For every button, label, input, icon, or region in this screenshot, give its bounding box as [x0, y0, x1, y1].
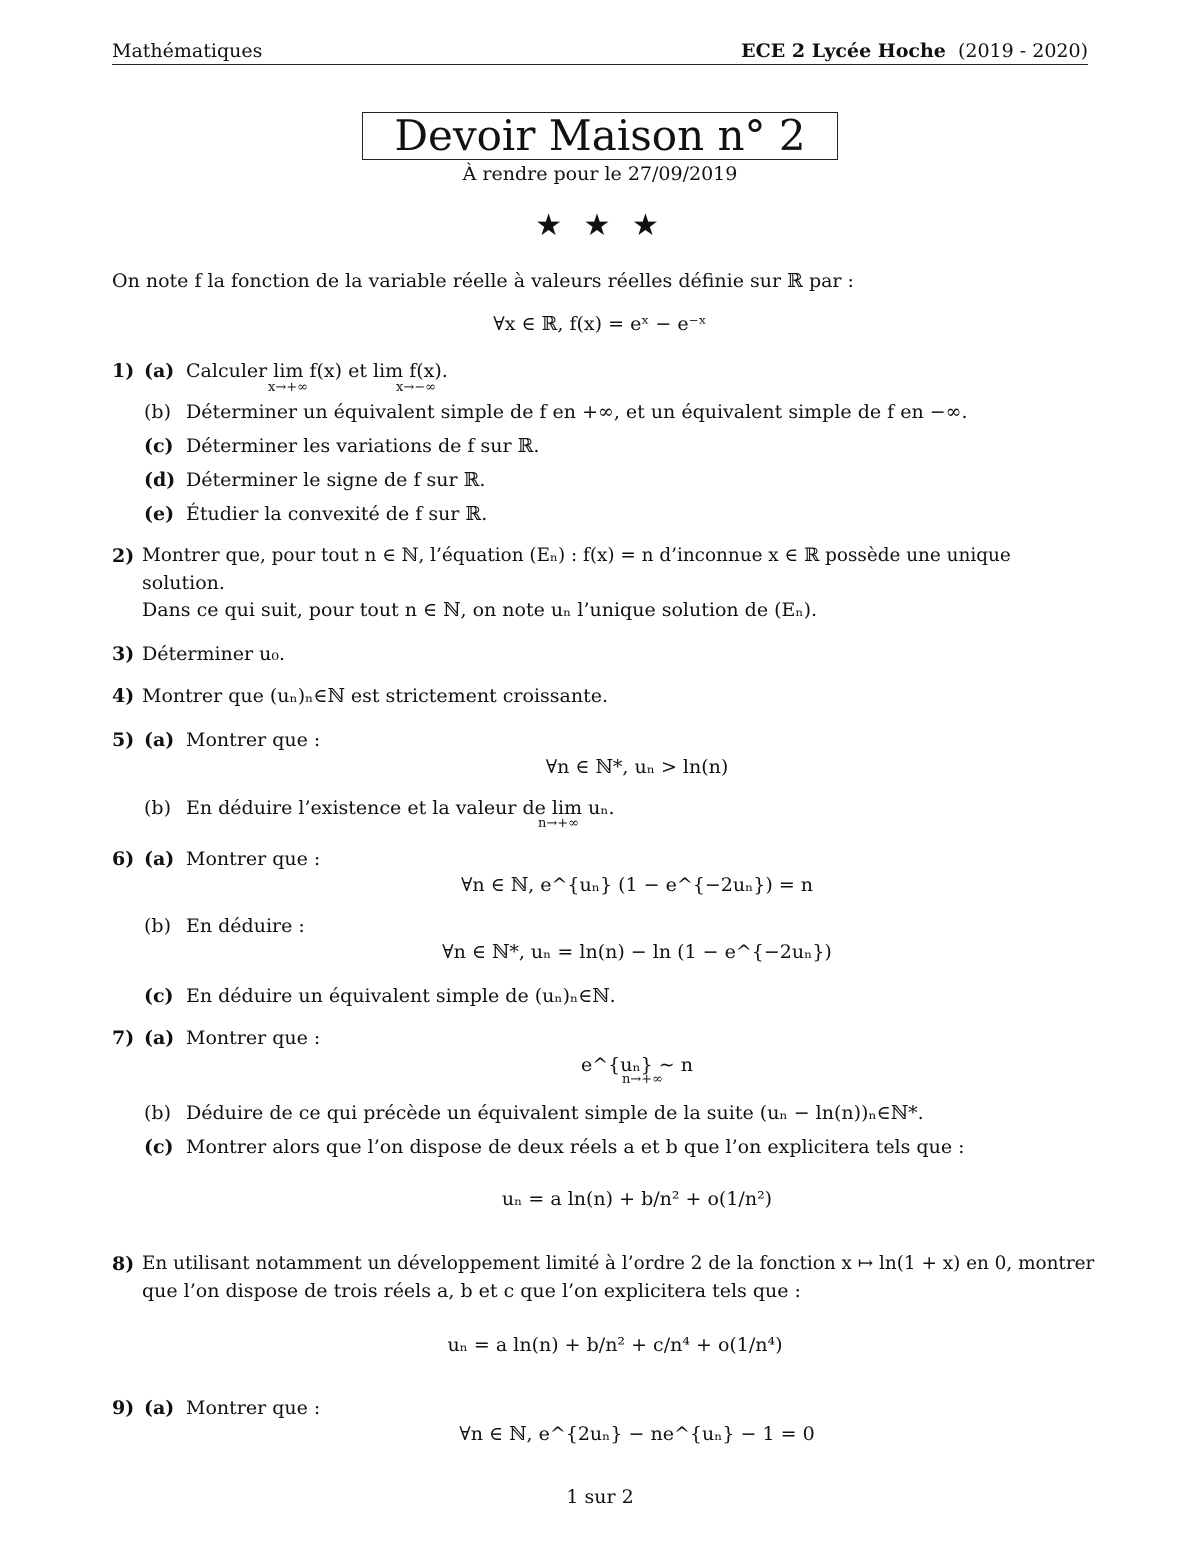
- q6b-formula: ∀n ∈ ℕ*, uₙ = ln(n) − ln (1 − e^{−2uₙ}): [442, 941, 832, 963]
- q6a-formula: ∀n ∈ ℕ, e^{uₙ} (1 − e^{−2uₙ}) = n: [460, 874, 814, 896]
- page-title: Devoir Maison n° 2: [362, 112, 838, 160]
- q7b-label: (b): [144, 1102, 171, 1124]
- q7c-formula: uₙ = a ln(n) + b/n² + o(1/n²): [501, 1188, 773, 1210]
- q7a-label: (a): [144, 1027, 175, 1049]
- q2-line-2: solution.: [142, 572, 225, 594]
- q1a-label: (a): [144, 360, 175, 382]
- question-3-number: 3): [112, 643, 135, 665]
- q5b-text: En déduire l’existence et la valeur de lim uₙ.: [186, 797, 615, 819]
- header-year: (2019 - 2020): [957, 40, 1088, 62]
- q2-line-3: Dans ce qui suit, pour tout n ∈ ℕ, on note uₙ l’unique solution de (Eₙ).: [142, 599, 818, 621]
- q7c-text: Montrer alors que l’on dispose de deux réels a et b que l’on explicitera tels que :: [186, 1136, 965, 1158]
- due-date: À rendre pour le 27/09/2019: [462, 163, 738, 185]
- q1d-text: Déterminer le signe de f sur ℝ.: [186, 469, 486, 491]
- q1b-text: Déterminer un équivalent simple de f en +∞, et un équivalent simple de f en −∞.: [186, 401, 968, 423]
- q1a-limit-under-1: x→+∞: [268, 380, 308, 395]
- question-8-number: 8): [112, 1253, 135, 1275]
- q1a-limit-under-2: x→−∞: [396, 380, 436, 395]
- q9a-formula: ∀n ∈ ℕ, e^{2uₙ} − ne^{uₙ} − 1 = 0: [459, 1423, 815, 1445]
- q8-formula: uₙ = a ln(n) + b/n² + c/n⁴ + o(1/n⁴): [447, 1334, 783, 1356]
- definition-formula: ∀x ∈ ℝ, f(x) = eˣ − e⁻ˣ: [493, 313, 707, 335]
- q5a-label: (a): [144, 729, 175, 751]
- q1d-label: (d): [144, 469, 176, 491]
- question-9-number: 9): [112, 1397, 135, 1419]
- question-1-number: 1): [112, 360, 135, 382]
- q8-line-1: En utilisant notamment un développement limité à l’ordre 2 de la fonction x ↦ ln(1 + x) en 0, montrer: [142, 1253, 1095, 1274]
- question-2-number: 2): [112, 545, 135, 567]
- q8-line-2: que l’on dispose de trois réels a, b et c que l’on explicitera tels que :: [142, 1280, 801, 1302]
- q9a-label: (a): [144, 1397, 175, 1419]
- q6a-text: Montrer que :: [186, 848, 321, 870]
- q1a-text: Calculer lim f(x) et lim f(x).: [186, 360, 448, 382]
- q6a-label: (a): [144, 848, 175, 870]
- question-7-number: 7): [112, 1027, 135, 1049]
- stars-divider: ★ ★ ★: [535, 208, 665, 243]
- q5b-limit-under: n→+∞: [538, 816, 579, 831]
- page-number: 1 sur 2: [566, 1486, 634, 1508]
- q6c-text: En déduire un équivalent simple de (uₙ)ₙ∈ℕ.: [186, 985, 616, 1007]
- q2-line-1: Montrer que, pour tout n ∈ ℕ, l’équation (Eₙ) : f(x) = n d’inconnue x ∈ ℝ possède une unique: [142, 545, 1011, 566]
- q5a-formula: ∀n ∈ ℕ*, uₙ > ln(n): [545, 756, 729, 778]
- q5b-label: (b): [144, 797, 171, 819]
- q6b-label: (b): [144, 915, 171, 937]
- q7c-label: (c): [144, 1136, 174, 1158]
- header-class-name: ECE 2 Lycée Hoche: [741, 40, 946, 62]
- header-subject: Mathématiques: [112, 40, 263, 62]
- q5a-text: Montrer que :: [186, 729, 321, 751]
- q6c-label: (c): [144, 985, 174, 1007]
- question-6-number: 6): [112, 848, 135, 870]
- q1e-label: (e): [144, 503, 175, 525]
- q7b-text: Déduire de ce qui précède un équivalent simple de la suite (uₙ − ln(n))ₙ∈ℕ*.: [186, 1102, 924, 1124]
- q1b-label: (b): [144, 401, 171, 423]
- q1e-text: Étudier la convexité de f sur ℝ.: [186, 503, 488, 525]
- question-4-number: 4): [112, 685, 135, 707]
- q4-text: Montrer que (uₙ)ₙ∈ℕ est strictement croissante.: [142, 685, 609, 707]
- header-class: [741, 40, 1088, 62]
- q7a-equiv-under: n→+∞: [622, 1072, 663, 1087]
- question-5-number: 5): [112, 729, 135, 751]
- q1c-text: Déterminer les variations de f sur ℝ.: [186, 435, 540, 457]
- q3-text: Déterminer u₀.: [142, 643, 286, 665]
- q6b-text: En déduire :: [186, 915, 305, 937]
- q7a-text: Montrer que :: [186, 1027, 321, 1049]
- page-header: [112, 38, 1088, 65]
- q1c-label: (c): [144, 435, 174, 457]
- q9a-text: Montrer que :: [186, 1397, 321, 1419]
- intro-text: On note f la fonction de la variable réelle à valeurs réelles définie sur ℝ par :: [112, 270, 854, 292]
- q7a-formula: e^{uₙ} ∼ n: [580, 1054, 694, 1076]
